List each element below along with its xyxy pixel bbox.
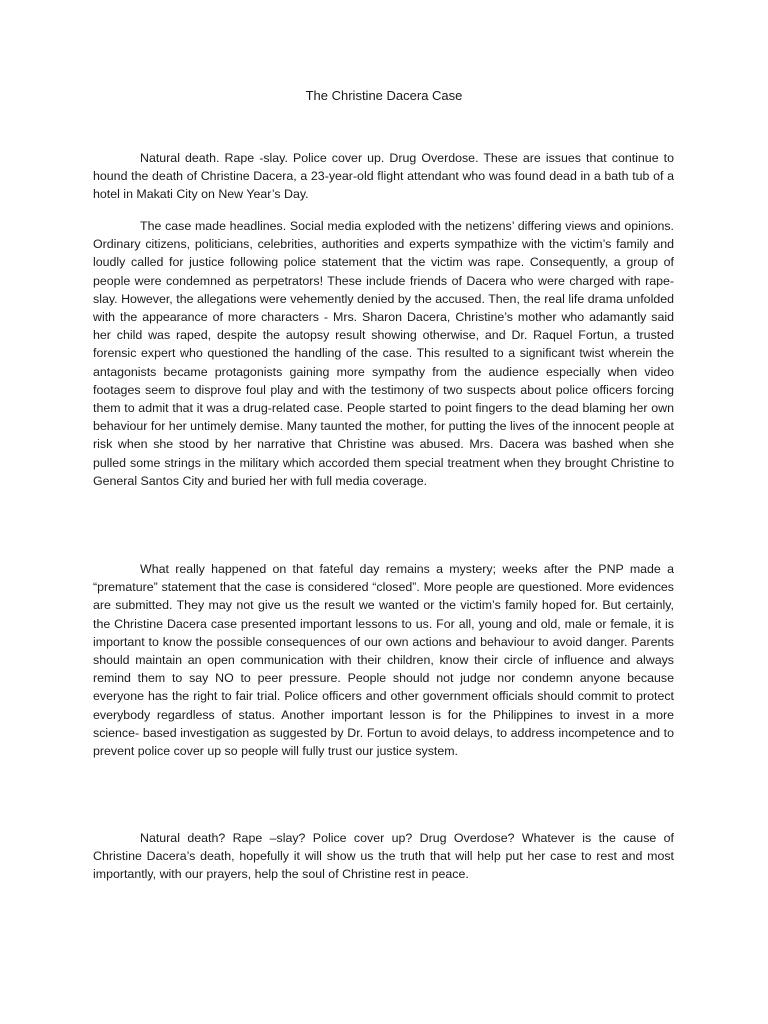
paragraph-lessons: What really happened on that fateful day remains a mystery; weeks after the PNP made a “premature” statement that the case is considered “closed”. More people are questioned. More evidences are submitted. They may not give us the result we wanted or the victim’s family hoped for. But certainly, the Christine Dacera case presented important lessons to us. For all, young and old, male or female, it is important to know the possible consequences of our own actions and behaviour to avoid danger. Parents should maintain an open communication with their children, know their circle of influence and always remind them to say NO to peer pressure. People should not judge nor condemn anyone because everyone has the right to fair trial. Police officers and other government officials should commit to protect everybody regardless of status. Another important lesson is for the Philippines to invest in a more science- based investigation as suggested by Dr. Fortun to avoid delays, to address incompetence and to prevent police cover up so people will fully trust our justice system. — [93, 562, 674, 759]
paragraph-intro: Natural death. Rape -slay. Police cover up. Drug Overdose. These are issues that continue to hound the death of Christine Dacera, a 23-year-old flight attendant who was found dead in a bath tub of a hotel in Makati City on New Year’s Day. — [93, 151, 674, 202]
paragraph-conclusion: Natural death? Rape –slay? Police cover up? Drug Overdose? Whatever is the cause of Christine Dacera’s death, hopefully it will show us the truth that will help put her case to rest and most importantly, with our prayers, help the soul of Christine rest in peace. — [93, 831, 674, 882]
document-title: The Christine Dacera Case — [305, 88, 463, 103]
paragraph-headlines: The case made headlines. Social media exploded with the netizens’ differing views and opinions. Ordinary citizens, politicians, celebrities, authorities and experts sympathize with the victim’s family and loudly called for justice following police statement that the victim was rape. Consequently, a group of people were condemned as perpetrators! These include friends of Dacera who were charged with rape-slay. However, the allegations were vehemently denied by the accused. Then, the real life drama unfolded with the appearance of more characters - Mrs. Sharon Dacera, Christine’s mother who adamantly said her child was raped, despite the autopsy result showing otherwise, and Dr. Raquel Fortun, a trusted forensic expert who questioned the handling of the case. This resulted to a significant twist wherein the antagonists became protagonists gaining more sympathy from the audience especially when video footages seem to disprove foul play and with the testimony of two suspects about police officers forcing them to admit that it was a drug-related case. People started to point fingers to the dead blaming her own behaviour for her untimely demise. Many taunted the mother, for putting the lives of the innocent people at risk when she stood by her narrative that Christine was abused. Mrs. Dacera was bashed when she pulled some strings in the military which accorded them special treatment when they brought Christine to General Santos City and buried her with full media coverage. — [93, 219, 674, 488]
